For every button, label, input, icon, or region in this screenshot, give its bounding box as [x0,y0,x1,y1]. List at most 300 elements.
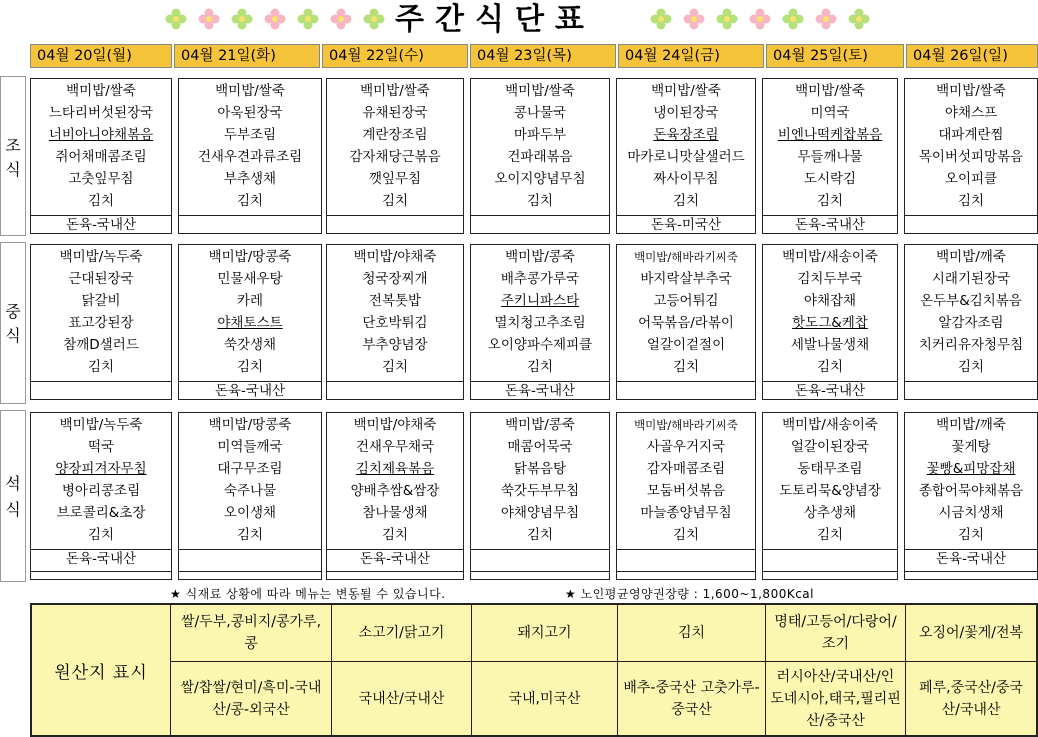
menu-item [179,269,321,289]
menu-item [31,291,171,311]
menu-item [31,481,171,501]
menu-item-text: 깻잎무침 [368,171,422,187]
menu-item [327,147,463,167]
menu-item-text: 민물새우탕 [217,271,283,287]
menu-item-text: 김치 [957,193,985,209]
origin-note: 돈육-국내산 [65,551,137,567]
menu-item [905,191,1037,211]
menu-item-text: 계란장조림 [362,127,428,143]
menu-item-text: 부추생채 [223,171,277,187]
menu-item-text: 콩나물국 [513,105,567,121]
menu-item [31,247,171,267]
menu-item [471,291,609,311]
day-header: 04월 23일(목) [470,44,616,68]
menu-item-text: 대구무조림 [217,461,283,477]
menu-item [763,357,897,377]
menu-item [617,415,755,435]
menu-item [471,313,609,333]
menu-item-text: 얼갈이된장국 [790,439,870,455]
menu-item-text: 김치 [381,193,409,209]
menu-item-text: 알감자조림 [938,315,1004,331]
menu-item [31,437,171,457]
menu-item-text: 오이생채 [223,505,277,521]
menu-item-text: 백미밥/깨죽 [936,417,1006,433]
menu-item [617,503,755,523]
origin-cell: 명태/고등어/다랑어/조기 [765,605,905,661]
origin-note: 돈육-국내산 [794,383,866,399]
menu-item-text: 백미밥/녹두죽 [59,417,143,433]
menu-item-text: 시금치생채 [938,505,1004,521]
menu-item-text: 모둠버섯볶음 [646,483,726,499]
meal-label-char: 중 [5,302,21,321]
menu-item [905,335,1037,355]
menu-item [179,437,321,457]
flower-icon [231,8,253,30]
menu-item [471,269,609,289]
menu-item [617,269,755,289]
origin-note: 돈육-국내산 [504,383,576,399]
menu-item-text: 두부조림 [223,127,277,143]
menu-item-text: 백미밥/해바라기씨죽 [634,418,738,432]
menu-item [31,503,171,523]
menu-item [327,335,463,355]
menu-item-text: 건새우무채국 [355,439,435,455]
meal-cell-dinner [616,412,756,580]
menu-item [905,269,1037,289]
menu-item-text: 핫도그&케찹 [792,315,868,331]
menu-item-text: 김치 [87,359,115,375]
menu-item-text: 사골우거지국 [646,439,726,455]
day-header: 04월 26일(일) [906,44,1038,68]
menu-item-text: 쑥갓생채 [223,337,277,353]
menu-item-text: 김치 [672,359,700,375]
menu-item [905,503,1037,523]
meal-cell-breakfast [762,78,898,234]
menu-item [471,481,609,501]
menu-item-text: 백미밥/쌀죽 [360,83,430,99]
menu-item-text: 미역국 [810,105,850,121]
flower-icon [330,8,352,30]
menu-item [471,125,609,145]
menu-item [327,437,463,457]
menu-item [471,103,609,123]
menu-item [617,81,755,101]
menu-item [471,525,609,545]
title-bar [0,0,1038,42]
menu-item-text: 백미밥/쌀죽 [936,83,1006,99]
menu-item-text: 김치 [381,527,409,543]
menu-item [763,459,897,479]
origin-cell: 페루,중국산/중국산/국내산 [905,661,1036,735]
menu-item-text: 배추콩가루국 [500,271,580,287]
menu-item-text: 전복톳밥 [368,293,422,309]
menu-item [471,81,609,101]
menu-item-text: 동태무조림 [797,461,863,477]
menu-item [327,525,463,545]
menu-item [763,313,897,333]
menu-item [617,247,755,267]
menu-item-text: 숙주나물 [223,483,277,499]
menu-item [31,147,171,167]
day-header: 04월 22일(수) [322,44,468,68]
meal-label-char: 식 [5,500,21,519]
menu-item [763,269,897,289]
menu-item-text: 닭볶음탕 [513,461,567,477]
row-divider [763,571,897,572]
flower-icon [198,8,220,30]
menu-item [763,191,897,211]
menu-item [179,313,321,333]
origin-cell: 배추-중국산 고춧가루-중국산 [617,661,765,735]
menu-item [763,103,897,123]
menu-item-text: 백미밥/해바라기씨죽 [634,250,738,264]
menu-item-text: 건새우견과류조림 [197,149,303,165]
menu-item-text: 오이지양념무침 [494,171,586,187]
menu-item [763,247,897,267]
origin-note: 돈육-미국산 [650,217,722,233]
menu-item [471,169,609,189]
meal-label-dinner [0,410,26,582]
menu-item [617,437,755,457]
menu-item-text: 바지락살부추국 [640,271,732,287]
menu-item [179,125,321,145]
menu-item-text: 단호박튀김 [362,315,428,331]
flower-icon [848,8,870,30]
menu-item [617,525,755,545]
menu-item [471,459,609,479]
menu-item [327,357,463,377]
menu-item [31,191,171,211]
menu-item [617,291,755,311]
origin-bottom-row [32,661,1036,735]
menu-item-text: 백미밥/깨죽 [936,249,1006,265]
menu-item [327,503,463,523]
menu-item [31,335,171,355]
menu-item [327,291,463,311]
menu-item-text: 김치 [236,359,264,375]
menu-item [471,147,609,167]
origin-note: 돈육-국내산 [214,383,286,399]
menu-item-text: 종합어묵야채볶음 [918,483,1024,499]
note-divider [179,215,321,216]
menu-item [179,103,321,123]
origin-cell: 소고기/닭고기 [331,605,471,661]
meal-cell-lunch [904,244,1038,400]
menu-item [905,481,1037,501]
menu-item [179,415,321,435]
menu-item-text: 냉이된장국 [653,105,719,121]
row-divider [471,571,609,572]
menu-item-text: 치커리유자청무침 [918,337,1024,353]
menu-item-text: 어묵볶음/라볶이 [638,315,734,331]
menu-item-text: 김치 [816,527,844,543]
menu-item-text: 김치 [957,359,985,375]
menu-item-text: 멸치청고추조림 [494,315,586,331]
menu-item [327,247,463,267]
menu-item-text: 양배추쌈&쌈장 [350,483,440,499]
meal-cell-dinner [178,412,322,580]
menu-item-text: 오이피클 [944,171,998,187]
menu-item [327,313,463,333]
day-header: 04월 25일(토) [766,44,904,68]
menu-item [179,191,321,211]
menu-item-text: 세발나물생채 [790,337,870,353]
menu-item-text: 아욱된장국 [217,105,283,121]
note-divider [763,549,897,550]
menu-item-text: 마늘종양념무침 [640,505,732,521]
menu-item [617,481,755,501]
origin-cell: 돼지고기 [471,605,617,661]
origin-note: 돈육-국내산 [935,551,1007,567]
menu-item-text: 백미밥/쌀죽 [215,83,285,99]
menu-item-text: 백미밥/새송이죽 [782,249,878,265]
day-header: 04월 20일(월) [30,44,172,68]
meal-cell-dinner [470,412,610,580]
menu-change-note: ★ 식재료 상황에 따라 메뉴는 변동될 수 있습니다. [170,587,446,601]
menu-item [617,103,755,123]
menu-item [763,169,897,189]
menu-item-text: 감자채당근볶음 [349,149,441,165]
menu-item-text: 목이버섯피망볶음 [918,149,1024,165]
menu-item-text: 느타리버섯된장국 [48,105,154,121]
meal-label-breakfast [0,76,26,236]
menu-item [471,415,609,435]
meal-cell-breakfast [326,78,464,234]
meal-cell-dinner [30,412,172,580]
flower-icon [815,8,837,30]
menu-item [31,313,171,333]
menu-item [327,269,463,289]
menu-item [327,191,463,211]
menu-item-text: 꽃게탕 [951,439,991,455]
menu-item-text: 마카로니맛살샐러드 [627,149,745,165]
menu-item-text: 김치제육볶음 [355,461,435,477]
menu-item-text: 표고강된장 [68,315,134,331]
origin-note: 돈육-국내산 [359,551,431,567]
menu-item-text: 야채잡채 [803,293,857,309]
origin-cell: 쌀/찹쌀/현미/흑미-국내산/콩-외국산 [170,661,331,735]
day-header-row [30,44,1038,68]
menu-item [179,247,321,267]
menu-item [31,103,171,123]
page-title: 주간식단표 [395,2,595,37]
origin-cell: 국내산/국내산 [331,661,471,735]
meal-cell-breakfast [904,78,1038,234]
menu-item [327,169,463,189]
calorie-note: ★ 노인평균영양권장량 : 1,600~1,800Kcal [565,587,814,601]
menu-item-text: 고등어튀김 [653,293,719,309]
menu-item-text: 양장피겨자무침 [55,461,147,477]
menu-item-text: 마파두부 [513,127,567,143]
note-divider [905,215,1037,216]
menu-item-text: 참나물생채 [362,505,428,521]
menu-item-text: 백미밥/쌀죽 [795,83,865,99]
menu-item [763,525,897,545]
menu-item [763,481,897,501]
menu-item [31,269,171,289]
menu-item [905,357,1037,377]
flower-icon [782,8,804,30]
meal-cell-dinner [904,412,1038,580]
menu-item-text: 도토리묵&양념장 [779,483,881,499]
menu-item [617,335,755,355]
menu-item-text: 유채된장국 [362,105,428,121]
menu-item [763,335,897,355]
flower-icon [683,8,705,30]
menu-item [763,291,897,311]
menu-item [617,313,755,333]
menu-item-text: 병아리콩조림 [61,483,141,499]
menu-item [31,415,171,435]
menu-item-text: 참깨D샐러드 [63,337,139,353]
meal-cell-lunch [30,244,172,400]
meal-cell-lunch [762,244,898,400]
meal-cell-breakfast [470,78,610,234]
menu-item [905,125,1037,145]
menu-item-text: 김치 [236,193,264,209]
flower-icon [716,8,738,30]
flower-icon [264,8,286,30]
origin-table [30,603,1038,737]
menu-item [471,357,609,377]
menu-item [31,125,171,145]
menu-item-text: 시래기된장국 [931,271,1011,287]
menu-item-text: 김치 [526,359,554,375]
menu-item [617,357,755,377]
menu-item [179,357,321,377]
menu-item [905,525,1037,545]
menu-item-text: 야채양념무침 [500,505,580,521]
menu-item [179,459,321,479]
note-divider [327,215,463,216]
menu-item-text: 김치 [816,193,844,209]
meal-label-char: 조 [5,136,21,155]
menu-item [31,459,171,479]
menu-item [763,147,897,167]
menu-item-text: 김치 [526,193,554,209]
origin-cell: 김치 [617,605,765,661]
menu-item [617,191,755,211]
menu-item [763,415,897,435]
menu-item-text: 김치 [526,527,554,543]
row-divider [179,571,321,572]
menu-item-text: 감자매콤조림 [646,461,726,477]
menu-item-text: 김치 [672,193,700,209]
meal-label-char: 석 [5,474,21,493]
menu-item [31,357,171,377]
menu-item-text: 김치 [236,527,264,543]
menu-item-text: 부추양념장 [362,337,428,353]
origin-label: 원산지 표시 [54,662,148,683]
menu-item-text: 백미밥/땅콩죽 [208,249,292,265]
menu-item [763,125,897,145]
origin-cell: 국내,미국산 [471,661,617,735]
flower-icon [650,8,672,30]
menu-item [905,247,1037,267]
menu-item [905,81,1037,101]
menu-item [327,103,463,123]
flower-icon [749,8,771,30]
menu-item-text: 김치 [672,527,700,543]
menu-item [327,81,463,101]
meal-cell-dinner [762,412,898,580]
menu-item [179,525,321,545]
menu-item [327,481,463,501]
menu-item-text: 오이양파수제피클 [487,337,593,353]
menu-item [31,525,171,545]
menu-item-text: 백미밥/쌀죽 [505,83,575,99]
note-divider [905,381,1037,382]
menu-item-text: 백미밥/땅콩죽 [208,417,292,433]
menu-item-text: 대파계란찜 [938,127,1004,143]
flower-icon [297,8,319,30]
menu-item [471,191,609,211]
row-divider [905,571,1037,572]
meal-cell-dinner [326,412,464,580]
menu-item [179,335,321,355]
menu-item-text: 백미밥/쌀죽 [66,83,136,99]
meal-cell-lunch [616,244,756,400]
menu-item [327,415,463,435]
meal-label-char: 식 [5,160,21,179]
menu-item-text: 떡국 [87,439,115,455]
menu-item-text: 백미밥/콩죽 [505,417,575,433]
meal-cell-lunch [470,244,610,400]
menu-item-text: 백미밥/콩죽 [505,249,575,265]
menu-item-text: 김치 [87,193,115,209]
day-header: 04월 24일(금) [618,44,764,68]
menu-item [905,103,1037,123]
row-divider [31,571,171,572]
menu-item-text: 카레 [236,293,264,309]
menu-item [617,147,755,167]
note-divider [617,549,755,550]
menu-item-text: 비엔나떡케찹볶음 [777,127,883,143]
menu-item [905,459,1037,479]
menu-item-text: 김치 [816,359,844,375]
menu-item-text: 김치 [87,527,115,543]
menu-item [31,81,171,101]
menu-item [179,169,321,189]
row-divider [617,571,755,572]
menu-item [471,503,609,523]
menu-item-text: 주키니파스타 [500,293,580,309]
menu-item-text: 김치 [957,527,985,543]
note-divider [179,549,321,550]
menu-item [617,169,755,189]
menu-item [905,147,1037,167]
menu-item-text: 쑥갓두부무침 [500,483,580,499]
menu-item [905,437,1037,457]
menu-item [905,415,1037,435]
menu-item-text: 백미밥/야채죽 [353,249,437,265]
meal-cell-lunch [178,244,322,400]
menu-item-text: 김치 [381,359,409,375]
row-divider [327,571,463,572]
notes-row [170,584,1030,604]
menu-item [763,437,897,457]
note-divider [31,381,171,382]
menu-item-text: 너비아니야채볶음 [48,127,154,143]
menu-item [179,481,321,501]
menu-item [327,459,463,479]
origin-cell: 러시아산/국내산/인도네시아,태국,필리핀산/중국산 [765,661,905,735]
menu-item-text: 무들깨나물 [797,149,863,165]
menu-item-text: 매콤어묵국 [507,439,573,455]
menu-item-text: 닭갈비 [81,293,121,309]
menu-item-text: 백미밥/녹두죽 [59,249,143,265]
meal-cell-breakfast [616,78,756,234]
